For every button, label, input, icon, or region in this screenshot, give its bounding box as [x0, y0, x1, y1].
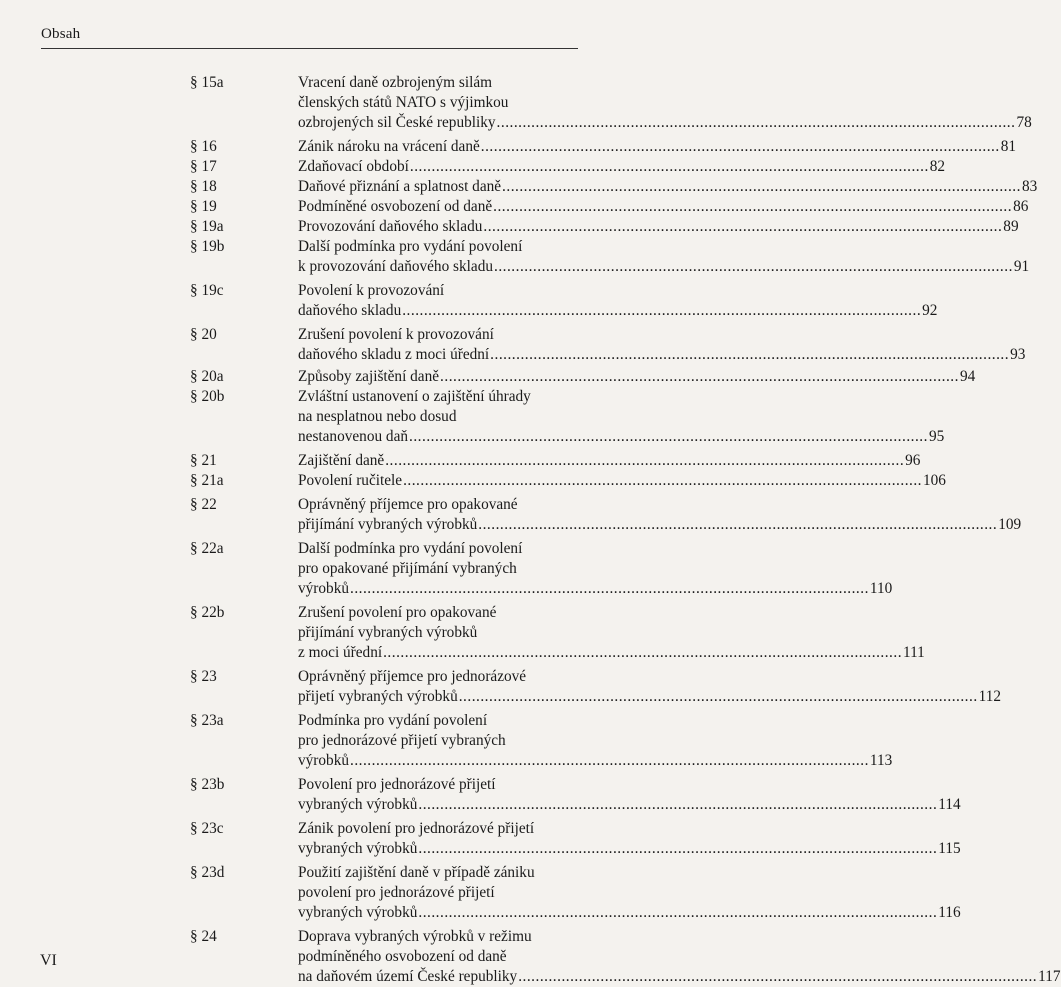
- toc-title-line: z moci úřední: [298, 644, 383, 661]
- toc-title-line: Zrušení povolení pro opakované: [298, 604, 497, 621]
- toc-entry[interactable]: [0, 603, 925, 663]
- toc-section-number: § 23d: [190, 864, 225, 881]
- toc-page-number: 106: [922, 472, 946, 489]
- toc-title-line: pro opakované přijímání vybraných: [298, 560, 517, 577]
- toc-page-number: 81: [1000, 138, 1016, 155]
- toc-page-number: 82: [929, 158, 946, 175]
- toc-title-line: povolení pro jednorázové přijetí: [298, 884, 495, 901]
- toc-entry[interactable]: [0, 177, 1038, 197]
- toc-section-number: § 19c: [190, 282, 224, 299]
- toc-title: [298, 197, 1029, 217]
- dot-leader: ........................................................................................................................: [493, 198, 1013, 215]
- toc-entry[interactable]: [0, 387, 945, 447]
- dot-leader: ........................................................................................................................: [518, 968, 1038, 985]
- toc-title: [298, 157, 946, 177]
- toc-title-line: na daňovém území České republiky: [298, 968, 518, 985]
- toc-entry[interactable]: [0, 471, 946, 491]
- toc-title-line: členských států NATO s výjimkou: [298, 94, 509, 111]
- dot-leader: ........................................................................................................................: [418, 796, 938, 813]
- toc-page-number: 112: [978, 688, 1002, 705]
- toc-page-number: 78: [1016, 114, 1032, 131]
- dot-leader: ........................................................................................................................: [496, 114, 1016, 131]
- toc-page-number: 92: [922, 302, 938, 319]
- toc-section-number: § 21: [190, 452, 217, 469]
- toc-page-number: 109: [998, 516, 1022, 533]
- toc-title: [298, 775, 961, 815]
- toc-page-number: 93: [1010, 346, 1026, 363]
- toc-title-line: Zánik povolení pro jednorázové přijetí: [298, 820, 535, 837]
- toc-title-line: vybraných výrobků: [298, 796, 418, 813]
- toc-entry[interactable]: [0, 217, 1019, 237]
- dot-leader: ........................................................................................................................: [385, 452, 905, 469]
- dot-leader: ........................................................................................................................: [494, 258, 1013, 275]
- toc-page-number: 95: [928, 428, 945, 445]
- toc-entry[interactable]: [0, 927, 1061, 987]
- toc-page-number: 86: [1013, 198, 1029, 215]
- toc-title-line: výrobků: [298, 752, 349, 769]
- toc-entry[interactable]: [0, 157, 946, 177]
- toc-page-number: 117: [1038, 968, 1061, 985]
- toc-entry[interactable]: [0, 863, 961, 923]
- toc-title-line: Zánik nároku na vrácení daně: [298, 138, 480, 155]
- toc-title-line: Podmíněné osvobození od daně: [298, 198, 493, 215]
- toc-page-number: 110: [869, 580, 893, 597]
- page-number: VI: [40, 952, 57, 969]
- toc-title: [298, 819, 961, 859]
- toc-entry[interactable]: [0, 325, 1026, 365]
- dot-leader: ........................................................................................................................: [402, 302, 922, 319]
- toc-section-number: § 23c: [190, 820, 224, 837]
- dot-leader: ........................................................................................................................: [502, 178, 1021, 195]
- toc-section-number: § 22b: [190, 604, 225, 621]
- toc-title-line: Povolení pro jednorázové přijetí: [298, 776, 496, 793]
- toc-entry[interactable]: [0, 73, 1032, 133]
- toc-title: [298, 711, 893, 771]
- toc-title: [298, 177, 1038, 197]
- toc-section-number: § 16: [190, 138, 217, 155]
- dot-leader: ........................................................................................................................: [483, 218, 1003, 235]
- toc-entry[interactable]: [0, 495, 1022, 535]
- toc-section-number: § 19b: [190, 238, 225, 255]
- toc-title-line: přijetí vybraných výrobků: [298, 688, 458, 705]
- toc-entry[interactable]: [0, 137, 1016, 157]
- dot-leader: ........................................................................................................................: [383, 644, 903, 661]
- toc-title-line: výrobků: [298, 580, 349, 597]
- toc-entry[interactable]: [0, 367, 976, 387]
- toc-entry[interactable]: [0, 775, 961, 815]
- dot-leader: ........................................................................................................................: [409, 428, 928, 445]
- toc-section-number: § 22: [190, 496, 217, 513]
- toc-page-number: 83: [1021, 178, 1038, 195]
- toc-section-number: § 23a: [190, 712, 224, 729]
- toc-title: [298, 281, 938, 321]
- toc-title-line: vybraných výrobků: [298, 840, 418, 857]
- toc-title-line: přijímání vybraných výrobků: [298, 624, 478, 641]
- toc-section-number: § 18: [190, 178, 217, 195]
- toc-entry[interactable]: [0, 539, 893, 599]
- running-header-title: Obsah: [41, 26, 81, 42]
- toc-page-number: 113: [869, 752, 893, 769]
- toc-section-number: § 20: [190, 326, 217, 343]
- toc-entry[interactable]: [0, 667, 1002, 707]
- toc-section-number: § 19: [190, 198, 217, 215]
- toc-section-number: § 20b: [190, 388, 225, 405]
- toc-section-number: § 22a: [190, 540, 224, 557]
- toc-title-line: nestanovenou daň: [298, 428, 409, 445]
- toc-title: [298, 927, 1061, 987]
- toc-section-number: § 23b: [190, 776, 225, 793]
- toc-page-number: 94: [959, 368, 976, 385]
- toc-entry[interactable]: [0, 237, 1030, 277]
- toc-title-line: Podmínka pro vydání povolení: [298, 712, 488, 729]
- toc-title-line: ozbrojených sil České republiky: [298, 114, 496, 131]
- toc-page-number: 116: [938, 904, 961, 921]
- toc-section-number: § 15a: [190, 74, 224, 91]
- toc-entry[interactable]: [0, 197, 1029, 217]
- toc-title-line: Vracení daně ozbrojeným silám: [298, 74, 493, 91]
- toc-title-line: Zrušení povolení k provozování: [298, 326, 494, 343]
- toc-section-number: § 17: [190, 158, 217, 175]
- toc-section-number: § 24: [190, 928, 217, 945]
- toc-title: [298, 471, 946, 491]
- toc-title: [298, 325, 1026, 365]
- toc-title: [298, 367, 976, 387]
- toc-title-line: Daňové přiznání a splatnost daně: [298, 178, 502, 195]
- toc-entry[interactable]: [0, 711, 893, 771]
- toc-title: [298, 137, 1016, 157]
- toc-title-line: pro jednorázové přijetí vybraných: [298, 732, 506, 749]
- toc-title: [298, 73, 1032, 133]
- toc-title-line: Doprava vybraných výrobků v režimu: [298, 928, 532, 945]
- dot-leader: ........................................................................................................................: [440, 368, 959, 385]
- toc-title: [298, 603, 925, 663]
- toc-title: [298, 863, 961, 923]
- toc-title-line: Provozování daňového skladu: [298, 218, 483, 235]
- toc-title-line: přijímání vybraných výrobků: [298, 516, 478, 533]
- toc-page-number: 91: [1013, 258, 1030, 275]
- toc-entry[interactable]: [0, 451, 921, 471]
- toc-section-number: § 19a: [190, 218, 224, 235]
- dot-leader: ........................................................................................................................: [350, 580, 869, 597]
- toc-section-number: § 23: [190, 668, 217, 685]
- toc-title-line: na nesplatnou nebo dosud: [298, 408, 457, 425]
- dot-leader: ........................................................................................................................: [418, 904, 938, 921]
- header-rule: [41, 48, 578, 49]
- toc-title-line: Další podmínka pro vydání povolení: [298, 238, 523, 255]
- toc-page-number: 115: [938, 840, 961, 857]
- toc-title-line: vybraných výrobků: [298, 904, 418, 921]
- dot-leader: ........................................................................................................................: [458, 688, 978, 705]
- toc-title-line: Použití zajištění daně v případě zániku: [298, 864, 535, 881]
- toc-section-number: § 20a: [190, 368, 224, 385]
- toc-title-line: Povolení k provozování: [298, 282, 445, 299]
- toc-title-line: daňového skladu z moci úřední: [298, 346, 490, 363]
- toc-title: [298, 237, 1030, 277]
- toc-title: [298, 539, 893, 599]
- toc-page-number: 111: [903, 644, 925, 661]
- toc-title: [298, 667, 1002, 707]
- toc-title: [298, 387, 945, 447]
- toc-title-line: Oprávněný příjemce pro opakované: [298, 496, 518, 513]
- dot-leader: ........................................................................................................................: [418, 840, 938, 857]
- toc-section-number: § 21a: [190, 472, 224, 489]
- toc-title-line: Zvláštní ustanovení o zajištění úhrady: [298, 388, 531, 405]
- toc-title-line: Způsoby zajištění daně: [298, 368, 440, 385]
- toc-entry[interactable]: [0, 281, 938, 321]
- table-of-contents: [0, 73, 1061, 987]
- dot-leader: ........................................................................................................................: [478, 516, 998, 533]
- toc-page-number: 89: [1003, 218, 1019, 235]
- toc-title: [298, 495, 1022, 535]
- toc-title: [298, 217, 1019, 237]
- dot-leader: ........................................................................................................................: [490, 346, 1010, 363]
- toc-title-line: Zdaňovací období: [298, 158, 409, 175]
- dot-leader: ........................................................................................................................: [480, 138, 1000, 155]
- toc-title: [298, 451, 921, 471]
- toc-title-line: Zajištění daně: [298, 452, 385, 469]
- toc-page-number: 96: [905, 452, 921, 469]
- toc-title-line: k provozování daňového skladu: [298, 258, 493, 275]
- dot-leader: ........................................................................................................................: [409, 158, 929, 175]
- dot-leader: ........................................................................................................................: [350, 752, 869, 769]
- toc-title-line: Povolení ručitele: [298, 472, 403, 489]
- toc-title-line: Oprávněný příjemce pro jednorázové: [298, 668, 527, 685]
- dot-leader: ........................................................................................................................: [403, 472, 922, 489]
- toc-title-line: Další podmínka pro vydání povolení: [298, 540, 523, 557]
- toc-title-line: podmíněného osvobození od daně: [298, 948, 507, 965]
- toc-title-line: daňového skladu: [298, 302, 402, 319]
- toc-page-number: 114: [938, 796, 961, 813]
- toc-entry[interactable]: [0, 819, 961, 859]
